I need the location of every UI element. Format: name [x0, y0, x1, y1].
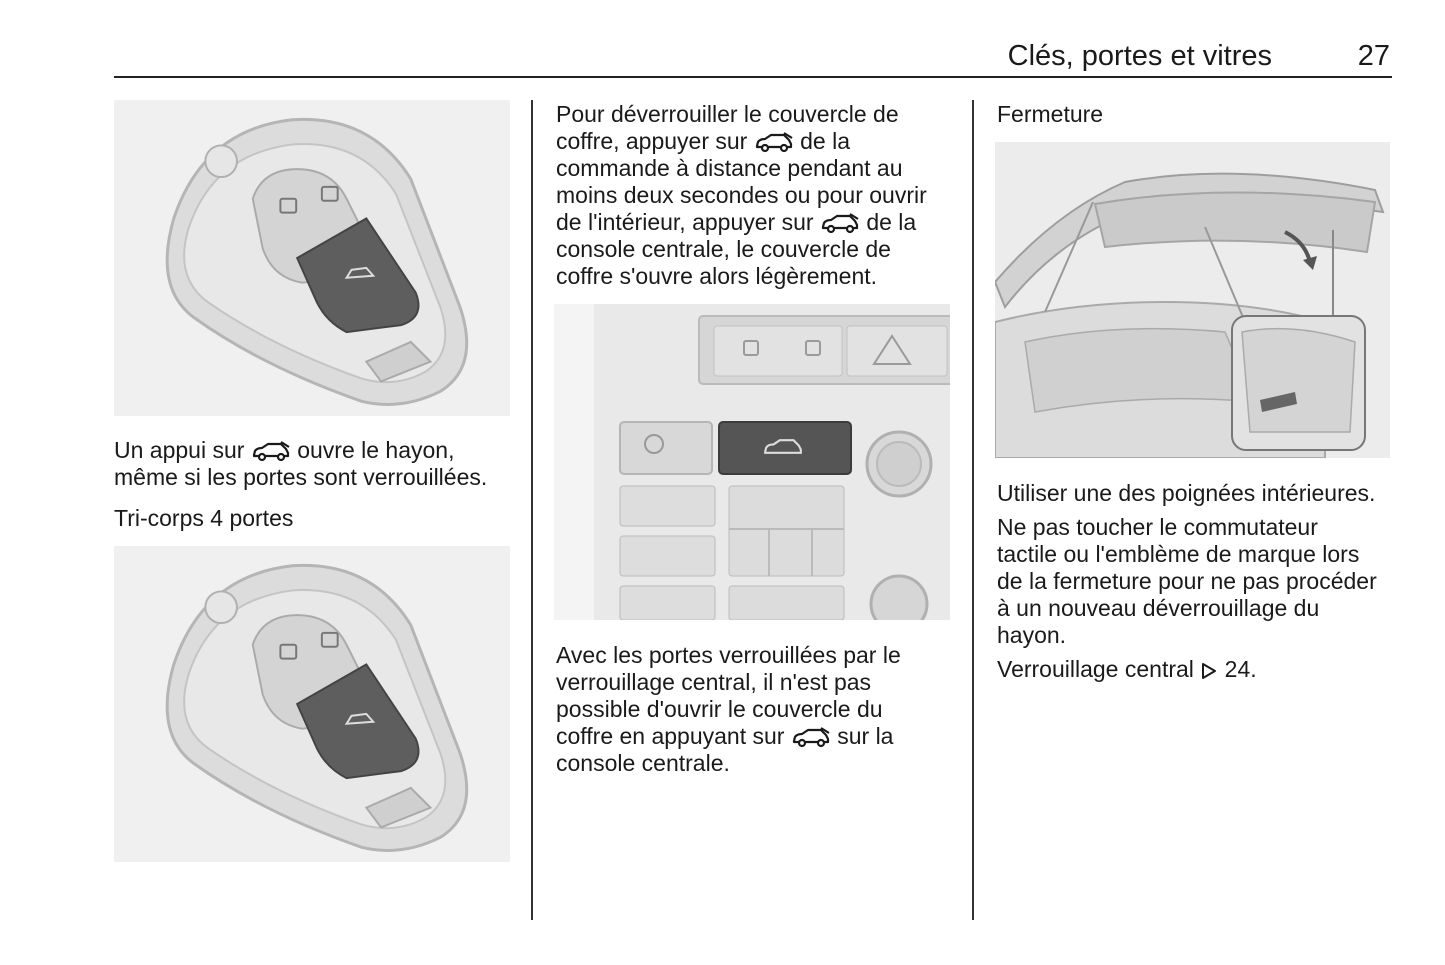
- section-heading-fermeture: Fermeture: [997, 101, 1104, 127]
- text-line: tactile ou l'emblème de marque lors: [997, 541, 1360, 567]
- column-divider-1: [531, 100, 533, 920]
- text-line: coffre en appuyant sur sur la: [556, 723, 894, 749]
- key-fob-illustration: [114, 100, 510, 416]
- text-line: hayon.: [997, 622, 1067, 648]
- text-line: verrouillage central, il n'est pas: [556, 669, 872, 695]
- cross-reference-link[interactable]: Verrouillage central 24.: [997, 656, 1257, 682]
- reference-arrow-icon: [1200, 661, 1218, 681]
- header-rule: [114, 76, 1392, 78]
- car-trunk-icon: [820, 212, 860, 234]
- text-line: Ne pas toucher le commutateur: [997, 514, 1318, 540]
- text-line: coffre, appuyer sur de la: [556, 128, 851, 154]
- tailgate-closing-figure: [995, 142, 1390, 458]
- section-heading-tricorps: Tri-corps 4 portes: [114, 505, 294, 531]
- text-line: Avec les portes verrouillées par le: [556, 642, 901, 668]
- text-line: même si les portes sont verrouillées.: [114, 464, 488, 490]
- text-line: console centrale.: [556, 750, 730, 776]
- column-divider-2: [972, 100, 974, 920]
- text-line: de la fermeture pour ne pas procéder: [997, 568, 1377, 594]
- key-fob-figure-hatchback: [114, 100, 510, 416]
- tailgate-illustration: [995, 142, 1390, 458]
- text-line: coffre s'ouvre alors légèrement.: [556, 263, 878, 289]
- car-trunk-icon: [754, 131, 794, 153]
- text-line: à un nouveau déverrouillage du: [997, 595, 1320, 621]
- center-console-illustration: [554, 304, 950, 620]
- running-header-title: Clés, portes et vitres: [1007, 40, 1272, 72]
- center-console-figure: [554, 304, 950, 620]
- text-line: commande à distance pendant au: [556, 155, 903, 181]
- text-line: console centrale, le couvercle de: [556, 236, 891, 262]
- col2-paragraph-1: [556, 101, 956, 290]
- car-trunk-icon: [251, 440, 291, 462]
- col3-paragraph-2: [997, 514, 1397, 649]
- text-line: Un appui sur ouvre le hayon,: [114, 437, 455, 463]
- col1-paragraph-1: [114, 437, 524, 491]
- text-line: moins deux secondes ou pour ouvrir: [556, 182, 927, 208]
- col2-paragraph-2: [556, 642, 956, 777]
- page-number: 27: [1357, 40, 1390, 72]
- text-line: Pour déverrouiller le couvercle de: [556, 101, 899, 127]
- key-fob-figure-sedan: [114, 546, 510, 862]
- car-trunk-icon: [791, 726, 831, 748]
- text-line: de l'intérieur, appuyer sur de la: [556, 209, 917, 235]
- key-fob-illustration: [114, 546, 510, 862]
- text-line: possible d'ouvrir le couvercle du: [556, 696, 883, 722]
- col3-paragraph-1: Utiliser une des poignées intérieures.: [997, 480, 1376, 506]
